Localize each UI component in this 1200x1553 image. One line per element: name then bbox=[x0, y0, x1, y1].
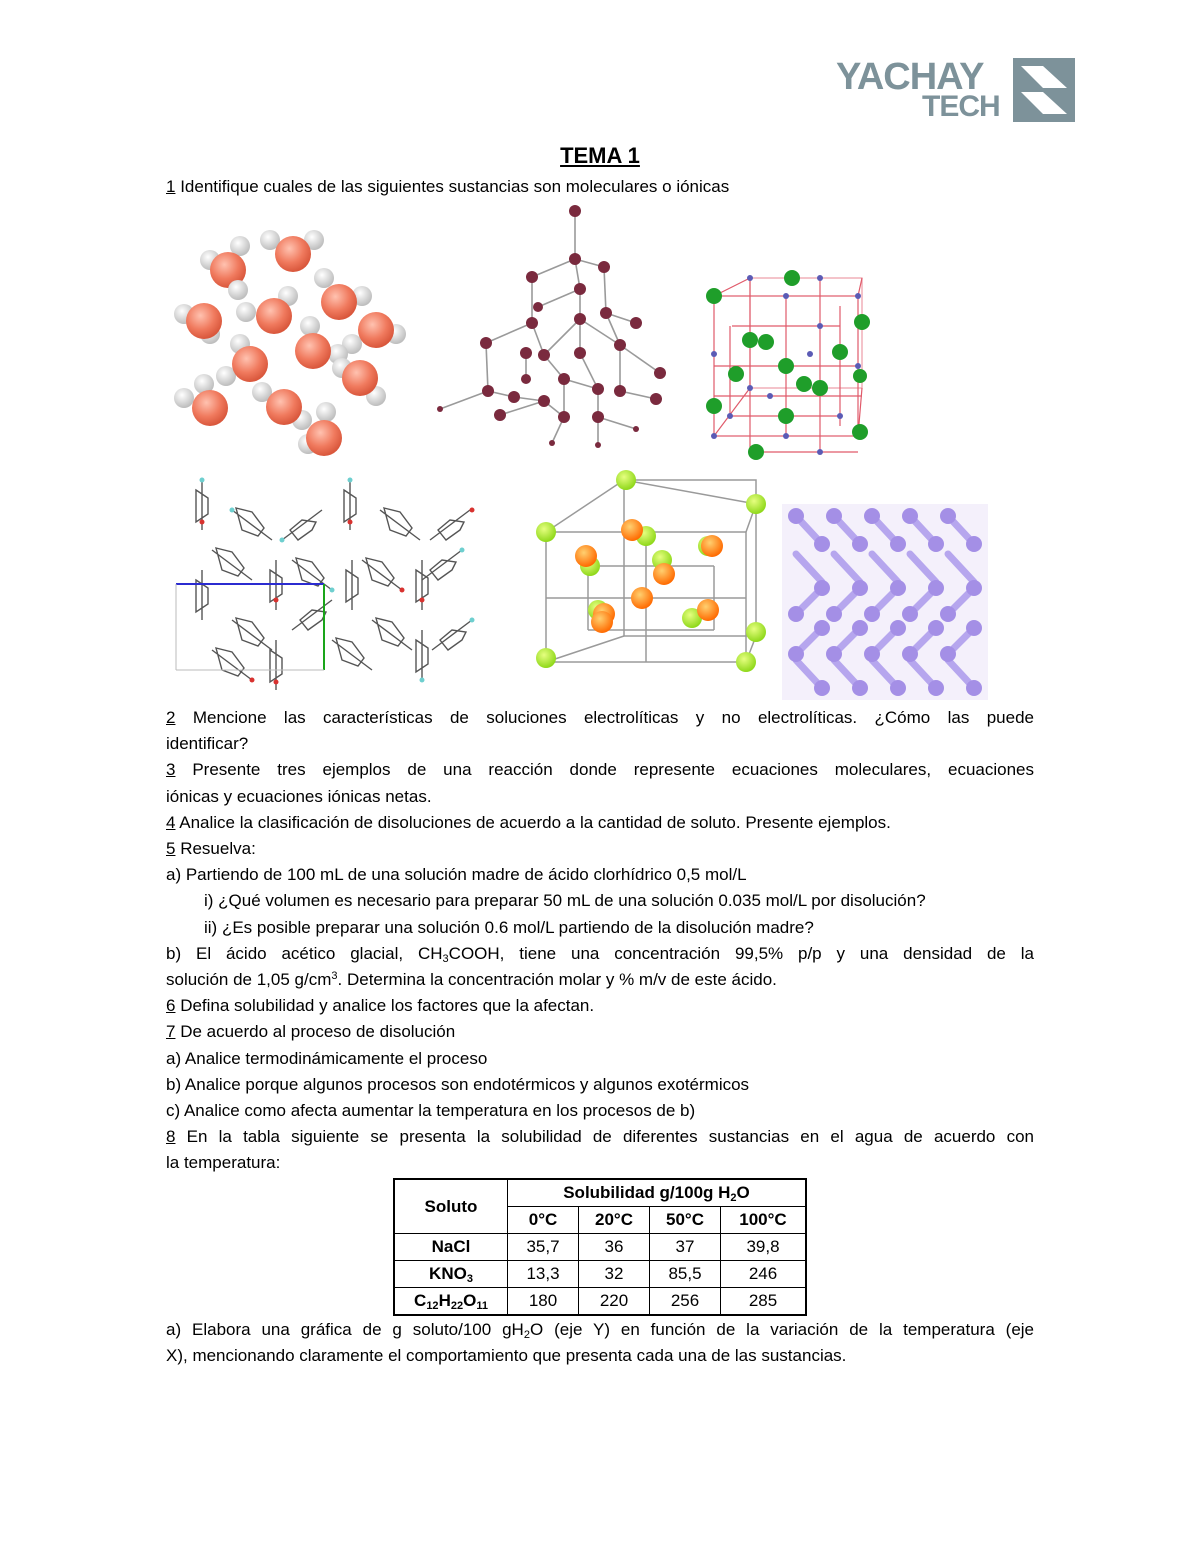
question-8a-cont: X), mencionando claramente el comportamiento que presenta cada una de las sustancias. bbox=[166, 1346, 847, 1366]
table-cell: 180 bbox=[508, 1288, 579, 1316]
question-8a: a) Elabora una gráfica de g soluto/100 $gH_2O$ (eje Y) en función de la variación de la temperatura (eje bbox=[166, 1320, 1034, 1341]
question-5a-ii: ii) ¿Es posible preparar una solución 0.6 mol/L partiendo de la disolución madre? bbox=[204, 917, 814, 937]
table-cell: 36 bbox=[579, 1234, 650, 1261]
question-8a-block bbox=[166, 1317, 1034, 1369]
question-5a: a) Partiendo de 100 mL de una solución madre de ácido clorhídrico 0,5 mol/L bbox=[166, 865, 747, 885]
header-temp: 20°C bbox=[579, 1207, 650, 1234]
header-temp: 0°C bbox=[508, 1207, 579, 1234]
solubility-table bbox=[393, 1178, 807, 1316]
table-row bbox=[394, 1261, 806, 1288]
table-cell: 32 bbox=[579, 1261, 650, 1288]
table-header-row bbox=[394, 1179, 806, 1207]
question-1: 1 Identifique cuales de las siguientes sustancias son moleculares o iónicas bbox=[166, 177, 730, 196]
question-7c: c) Analice como afecta aumentar la temperatura en los procesos de b) bbox=[166, 1101, 696, 1121]
header-temp: 50°C bbox=[650, 1207, 721, 1234]
water-molecules-image bbox=[166, 226, 414, 461]
header-temp: 100°C bbox=[721, 1207, 807, 1234]
nacl-lattice-image bbox=[700, 266, 880, 462]
table-cell: 37 bbox=[650, 1234, 721, 1261]
yachay-tech-logo bbox=[836, 58, 1078, 124]
question-2-cont: identificar? bbox=[166, 734, 249, 754]
question-4: 4 Analice la clasificación de disoluciones de acuerdo a la cantidad de soluto. Presente ejemplos. bbox=[166, 812, 891, 832]
table-cell: 256 bbox=[650, 1288, 721, 1316]
table-cell: 13,3 bbox=[508, 1261, 579, 1288]
table-cell: 285 bbox=[721, 1288, 807, 1316]
row-solute-name: $C_{12}H_{22}O_{11}$ bbox=[394, 1288, 508, 1316]
question-5a-i: i) ¿Qué volumen es necesario para preparar 50 mL de una solución 0.035 mol/L por disolución? bbox=[204, 891, 926, 911]
header-soluto: Soluto bbox=[394, 1179, 508, 1234]
molecular-crystal-image bbox=[172, 470, 504, 700]
table-row bbox=[394, 1288, 806, 1316]
logo-mark-icon bbox=[1013, 58, 1075, 122]
question-6: 6 Defina solubilidad y analice los factores que la afectan. bbox=[166, 996, 595, 1016]
table-cell: 35,7 bbox=[508, 1234, 579, 1261]
question-5b-cont: solución de 1,05 $g/cm^3$. Determina la concentración molar y % m/v de este ácido. bbox=[166, 970, 777, 990]
question-8: 8 En la tabla siguiente se presenta la solubilidad de diferentes sustancias en el agua de acuerdo con bbox=[166, 1127, 1034, 1147]
iodine-crystal-image bbox=[782, 504, 988, 700]
logo-text-yachay: YACHAY bbox=[836, 56, 984, 98]
table-cell: 39,8 bbox=[721, 1234, 807, 1261]
question-7: 7 De acuerdo al proceso de disolución bbox=[166, 1022, 456, 1042]
table-cell: 220 bbox=[579, 1288, 650, 1316]
logo-text-tech: TECH bbox=[922, 90, 1000, 123]
header-solubility: Solubilidad g/100g $H_2O$ bbox=[508, 1179, 807, 1207]
question-3-cont: iónicas y ecuaciones iónicas netas. bbox=[166, 786, 432, 806]
question-5b: b) El ácido acético glacial, $CH_3COOH$, tiene una concentración 99,5% p/p y una densidad de la bbox=[166, 943, 1034, 965]
mol-row-1 bbox=[196, 480, 470, 540]
diamond-lattice-image bbox=[430, 203, 690, 453]
water-molecule-group bbox=[174, 230, 406, 456]
question-8-cont: la temperatura: bbox=[166, 1153, 281, 1173]
questions-block bbox=[166, 705, 1034, 1177]
question-7b: b) Analice porque algunos procesos son endotérmicos y algunos exotérmicos bbox=[166, 1074, 750, 1094]
table-row bbox=[394, 1234, 806, 1261]
question-3: 3 Presente tres ejemplos de una reacción donde represente ecuaciones moleculares, ecuaciones bbox=[166, 760, 1034, 780]
question-5: 5 Resuelva: bbox=[166, 839, 256, 859]
table-cell: 85,5 bbox=[650, 1261, 721, 1288]
row-solute-name: $KNO_3$ bbox=[394, 1261, 508, 1288]
question-7a: a) Analice termodinámicamente el proceso bbox=[166, 1048, 488, 1068]
row-solute-name: NaCl bbox=[394, 1234, 508, 1261]
table-cell: 246 bbox=[721, 1261, 807, 1288]
question-2: 2 Mencione las características de soluciones electrolíticas y no electrolíticas. ¿Cómo las puede bbox=[166, 708, 1034, 727]
page-title: TEMA 1 bbox=[560, 143, 640, 168]
ionic-cubic-crystal-image bbox=[532, 470, 772, 700]
